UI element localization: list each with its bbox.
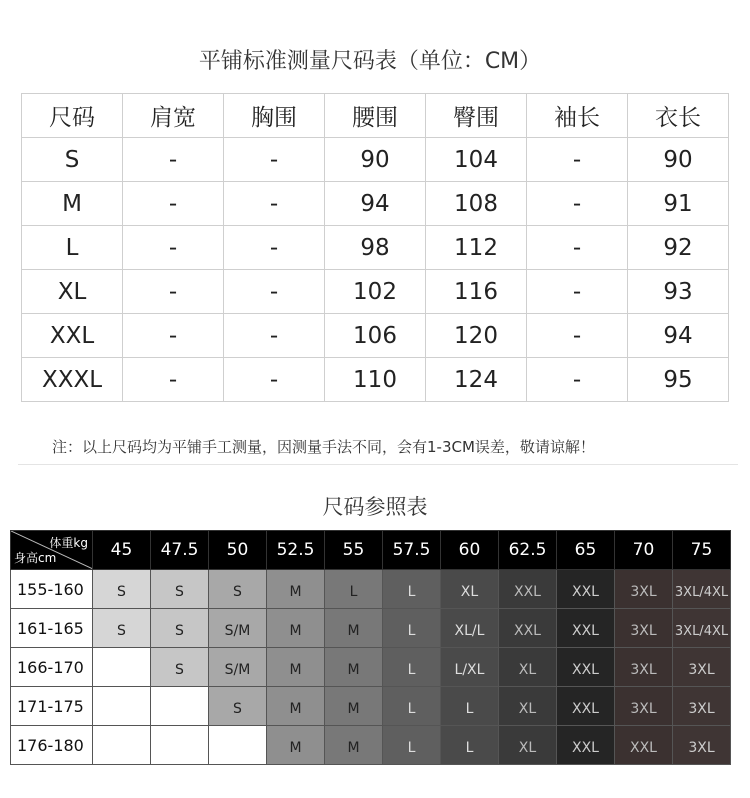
size-recommendation-cell bbox=[673, 570, 731, 609]
size-recommendation-cell bbox=[383, 726, 441, 765]
size-recommendation-label: L bbox=[349, 584, 358, 600]
size-recommendation-cell bbox=[267, 687, 325, 726]
size-recommendation-label: M bbox=[289, 662, 302, 678]
size-recommendation-cell bbox=[557, 648, 615, 687]
size-row bbox=[22, 182, 729, 226]
size-cell: - bbox=[224, 358, 325, 402]
size-recommendation-cell bbox=[615, 609, 673, 648]
size-recommendation-label: XL bbox=[460, 584, 479, 600]
weight-header-cell: 47.5 bbox=[151, 531, 209, 570]
size-cell: 93 bbox=[628, 270, 729, 314]
size-recommendation-label: XXL bbox=[630, 740, 657, 756]
size-recommendation-cell bbox=[151, 609, 209, 648]
size-recommendation-cell bbox=[209, 609, 267, 648]
size-cell: - bbox=[224, 226, 325, 270]
size-recommendation-cell bbox=[441, 648, 499, 687]
size-cell: - bbox=[123, 270, 224, 314]
size-recommendation-label: L bbox=[407, 623, 416, 639]
size-recommendation-cell bbox=[557, 726, 615, 765]
size-cell: 120 bbox=[426, 314, 527, 358]
weight-header-cell: 50 bbox=[209, 531, 267, 570]
size-recommendation-label: L/XL bbox=[454, 662, 485, 678]
size-recommendation-label: L bbox=[465, 740, 474, 756]
size-recommendation-cell bbox=[209, 726, 267, 765]
size-cell: - bbox=[527, 226, 628, 270]
size-cell: 94 bbox=[628, 314, 729, 358]
size-cell: - bbox=[527, 182, 628, 226]
size-recommendation-label: M bbox=[289, 740, 302, 756]
size-cell: 108 bbox=[426, 182, 527, 226]
size-recommendation-label: S bbox=[175, 623, 184, 639]
size-recommendation-label: XL bbox=[518, 740, 537, 756]
size-recommendation-label: XXL bbox=[572, 584, 599, 600]
size-recommendation-label: 3XL/4XL bbox=[674, 623, 729, 639]
size-header-cell: 尺码 bbox=[22, 94, 123, 138]
size-recommendation-cell bbox=[441, 570, 499, 609]
weight-header-cell: 52.5 bbox=[267, 531, 325, 570]
size-chart-table bbox=[21, 93, 729, 402]
size-recommendation-label: M bbox=[347, 662, 360, 678]
size-recommendation-label: S bbox=[175, 662, 184, 678]
size-cell: 104 bbox=[426, 138, 527, 182]
corner-weight-label: 体重kg bbox=[49, 536, 88, 550]
size-cell: M bbox=[22, 182, 123, 226]
size-cell: - bbox=[123, 226, 224, 270]
size-recommendation-cell bbox=[441, 609, 499, 648]
size-recommendation-cell bbox=[383, 609, 441, 648]
size-cell: 116 bbox=[426, 270, 527, 314]
size-header-cell: 肩宽 bbox=[123, 94, 224, 138]
size-recommendation-cell bbox=[151, 726, 209, 765]
size-cell: 98 bbox=[325, 226, 426, 270]
size-recommendation-cell bbox=[267, 726, 325, 765]
size-recommendation-cell bbox=[209, 648, 267, 687]
corner-height-label: 身高cm bbox=[14, 551, 57, 565]
size-recommendation-label: S bbox=[117, 623, 126, 639]
size-recommendation-cell bbox=[673, 726, 731, 765]
size-header-row bbox=[22, 94, 729, 138]
weight-header-cell: 55 bbox=[325, 531, 383, 570]
size-recommendation-cell bbox=[93, 609, 151, 648]
size-cell: - bbox=[224, 270, 325, 314]
size-recommendation-label: L bbox=[465, 701, 474, 717]
size-recommendation-cell bbox=[441, 726, 499, 765]
weight-header-cell: 70 bbox=[615, 531, 673, 570]
size-recommendation-cell bbox=[615, 687, 673, 726]
size-recommendation-label: S bbox=[117, 584, 126, 600]
size-recommendation-cell bbox=[325, 570, 383, 609]
size-cell: 106 bbox=[325, 314, 426, 358]
size-recommendation-cell bbox=[325, 609, 383, 648]
size-cell: - bbox=[224, 138, 325, 182]
size-header-cell: 胸围 bbox=[224, 94, 325, 138]
reference-row bbox=[11, 687, 731, 726]
size-cell: - bbox=[224, 182, 325, 226]
size-recommendation-cell bbox=[267, 609, 325, 648]
reference-row bbox=[11, 570, 731, 609]
size-cell: - bbox=[527, 314, 628, 358]
size-cell: - bbox=[224, 314, 325, 358]
size-cell: 92 bbox=[628, 226, 729, 270]
size-cell: 90 bbox=[628, 138, 729, 182]
size-recommendation-cell bbox=[499, 648, 557, 687]
size-recommendation-cell bbox=[615, 726, 673, 765]
weight-header-cell: 65 bbox=[557, 531, 615, 570]
size-recommendation-cell bbox=[383, 570, 441, 609]
size-header-cell: 臀围 bbox=[426, 94, 527, 138]
size-cell: 94 bbox=[325, 182, 426, 226]
corner-cell bbox=[11, 531, 93, 570]
size-cell: - bbox=[123, 358, 224, 402]
height-cell: 176-180 bbox=[11, 726, 93, 765]
size-recommendation-cell bbox=[673, 687, 731, 726]
size-recommendation-cell bbox=[673, 648, 731, 687]
size-recommendation-cell bbox=[151, 648, 209, 687]
size-recommendation-label: XXL bbox=[572, 701, 599, 717]
size-recommendation-label: 3XL bbox=[630, 584, 657, 600]
size-row bbox=[22, 226, 729, 270]
size-row bbox=[22, 138, 729, 182]
size-recommendation-cell bbox=[673, 609, 731, 648]
size-recommendation-label: XXL bbox=[572, 662, 599, 678]
size-recommendation-label: XXL bbox=[514, 584, 541, 600]
size-row bbox=[22, 270, 729, 314]
size-recommendation-cell bbox=[557, 687, 615, 726]
weight-header-cell: 62.5 bbox=[499, 531, 557, 570]
weight-header-cell: 57.5 bbox=[383, 531, 441, 570]
size-recommendation-label: 3XL/4XL bbox=[674, 584, 729, 600]
size-recommendation-label: S bbox=[233, 584, 242, 600]
size-cell: L bbox=[22, 226, 123, 270]
size-header-cell: 袖长 bbox=[527, 94, 628, 138]
size-recommendation-cell bbox=[267, 570, 325, 609]
measurement-note: 注：以上尺码均为平铺手工测量，因测量手法不同，会有1-3CM误差，敬请谅解！ bbox=[52, 438, 595, 456]
size-recommendation-cell bbox=[325, 726, 383, 765]
weight-header-cell: 60 bbox=[441, 531, 499, 570]
weight-header-cell: 45 bbox=[93, 531, 151, 570]
size-recommendation-cell bbox=[383, 648, 441, 687]
size-recommendation-cell bbox=[151, 570, 209, 609]
size-recommendation-cell bbox=[325, 648, 383, 687]
size-recommendation-label: 3XL bbox=[630, 701, 657, 717]
size-cell: 110 bbox=[325, 358, 426, 402]
size-recommendation-label: M bbox=[289, 701, 302, 717]
size-recommendation-cell bbox=[615, 648, 673, 687]
reference-row bbox=[11, 648, 731, 687]
height-cell: 155-160 bbox=[11, 570, 93, 609]
reference-row bbox=[11, 609, 731, 648]
size-cell: - bbox=[123, 182, 224, 226]
size-recommendation-label: XXL bbox=[572, 740, 599, 756]
size-recommendation-label: M bbox=[289, 584, 302, 600]
size-cell: XXL bbox=[22, 314, 123, 358]
size-recommendation-label: XL bbox=[518, 701, 537, 717]
section-divider bbox=[18, 464, 738, 465]
size-cell: - bbox=[527, 358, 628, 402]
size-recommendation-label: M bbox=[289, 623, 302, 639]
size-cell: S bbox=[22, 138, 123, 182]
size-recommendation-cell bbox=[383, 687, 441, 726]
size-cell: 124 bbox=[426, 358, 527, 402]
size-recommendation-label: 3XL bbox=[630, 623, 657, 639]
size-header-cell: 衣长 bbox=[628, 94, 729, 138]
size-recommendation-cell bbox=[267, 648, 325, 687]
size-row bbox=[22, 358, 729, 402]
reference-row bbox=[11, 726, 731, 765]
size-cell: 91 bbox=[628, 182, 729, 226]
size-cell: XXXL bbox=[22, 358, 123, 402]
size-recommendation-cell bbox=[93, 726, 151, 765]
size-recommendation-cell bbox=[499, 726, 557, 765]
size-recommendation-cell bbox=[151, 687, 209, 726]
size-recommendation-cell bbox=[557, 570, 615, 609]
size-cell: 90 bbox=[325, 138, 426, 182]
size-row bbox=[22, 314, 729, 358]
size-recommendation-cell bbox=[209, 570, 267, 609]
size-header-cell: 腰围 bbox=[325, 94, 426, 138]
size-recommendation-cell bbox=[441, 687, 499, 726]
reference-header-row bbox=[11, 531, 731, 570]
size-recommendation-label: 3XL bbox=[688, 740, 715, 756]
size-cell: 95 bbox=[628, 358, 729, 402]
size-recommendation-label: M bbox=[347, 623, 360, 639]
size-recommendation-cell bbox=[499, 687, 557, 726]
size-recommendation-label: XL bbox=[518, 662, 537, 678]
height-cell: 166-170 bbox=[11, 648, 93, 687]
size-recommendation-cell bbox=[557, 609, 615, 648]
size-recommendation-cell bbox=[499, 609, 557, 648]
size-recommendation-label: L bbox=[407, 584, 416, 600]
size-recommendation-cell bbox=[325, 687, 383, 726]
size-recommendation-label: M bbox=[347, 701, 360, 717]
height-cell: 171-175 bbox=[11, 687, 93, 726]
size-recommendation-label: S bbox=[175, 584, 184, 600]
size-recommendation-cell bbox=[499, 570, 557, 609]
size-cell: - bbox=[123, 138, 224, 182]
size-chart-title: 平铺标准测量尺码表（单位：CM） bbox=[198, 49, 542, 74]
height-cell: 161-165 bbox=[11, 609, 93, 648]
size-recommendation-label: 3XL bbox=[688, 701, 715, 717]
size-recommendation-label: S/M bbox=[224, 623, 251, 639]
size-cell: 112 bbox=[426, 226, 527, 270]
reference-chart-title: 尺码参照表 bbox=[322, 495, 428, 519]
size-cell: - bbox=[527, 270, 628, 314]
size-cell: - bbox=[123, 314, 224, 358]
size-recommendation-label: L bbox=[407, 740, 416, 756]
size-recommendation-label: L bbox=[407, 701, 416, 717]
size-recommendation-cell bbox=[615, 570, 673, 609]
size-recommendation-label: M bbox=[347, 740, 360, 756]
size-recommendation-cell bbox=[93, 648, 151, 687]
size-recommendation-cell bbox=[209, 687, 267, 726]
size-recommendation-label: XL/L bbox=[454, 623, 485, 639]
size-cell: - bbox=[527, 138, 628, 182]
size-recommendation-cell bbox=[93, 687, 151, 726]
size-recommendation-label: S bbox=[233, 701, 242, 717]
size-recommendation-label: L bbox=[407, 662, 416, 678]
size-recommendation-label: 3XL bbox=[630, 662, 657, 678]
size-recommendation-label: XXL bbox=[572, 623, 599, 639]
weight-header-cell: 75 bbox=[673, 531, 731, 570]
size-recommendation-cell bbox=[93, 570, 151, 609]
size-recommendation-label: S/M bbox=[224, 662, 251, 678]
size-cell: XL bbox=[22, 270, 123, 314]
size-recommendation-label: XXL bbox=[514, 623, 541, 639]
size-cell: 102 bbox=[325, 270, 426, 314]
reference-chart-table bbox=[10, 530, 731, 765]
size-recommendation-label: 3XL bbox=[688, 662, 715, 678]
